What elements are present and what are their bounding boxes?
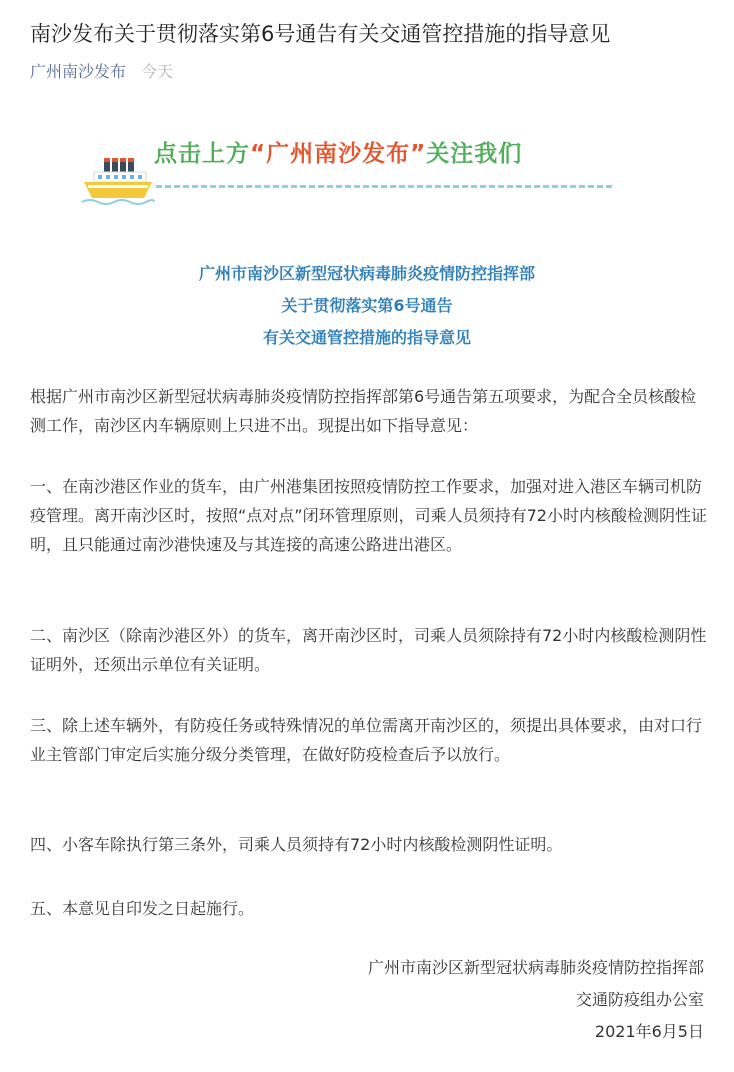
paragraph-item-2: 二、南沙区（除南沙港区外）的货车，离开南沙区时，司乘人员须除持有72小时内核酸检测阴性证明外，还须出示单位有关证明。 bbox=[30, 626, 707, 674]
follow-banner[interactable] bbox=[80, 130, 620, 210]
signature-org: 广州市南沙区新型冠状病毒肺炎疫情防控指挥部 bbox=[367, 958, 704, 977]
paragraph-item-4: 四、小客车除执行第三条外，司乘人员须持有72小时内核酸检测阴性证明。 bbox=[30, 835, 563, 854]
account-link[interactable]: 广州南沙发布 bbox=[30, 62, 127, 81]
publish-date: 今天 bbox=[141, 62, 174, 81]
heading-line-3: 有关交通管控措施的指导意见 bbox=[262, 328, 471, 347]
signature-date: 2021年6月5日 bbox=[594, 1022, 704, 1041]
heading-line-2: 关于贯彻落实第6号通告 bbox=[281, 296, 453, 315]
follow-text bbox=[154, 138, 522, 170]
follow-suffix: 关注我们 bbox=[426, 141, 523, 167]
paragraph-intro: 根据广州市南沙区新型冠状病毒肺炎疫情防控指挥部第6号通告第五项要求，为配合全员核酸检测工作，南沙区内车辆原则上只进不出。现提出如下指导意见： bbox=[30, 387, 697, 435]
article-title: 南沙发布关于贯彻落实第6号通告有关交通管控措施的指导意见 bbox=[30, 22, 611, 46]
follow-account-name: “广州南沙发布” bbox=[250, 141, 427, 167]
paragraph-item-5: 五、本意见自印发之日起施行。 bbox=[30, 899, 255, 918]
follow-prefix: 点击上方 bbox=[154, 141, 250, 167]
dashed-divider bbox=[156, 185, 612, 188]
heading-line-1: 广州市南沙区新型冠状病毒肺炎疫情防控指挥部 bbox=[198, 264, 535, 283]
article-meta bbox=[30, 60, 173, 84]
paragraph-item-3: 三、除上述车辆外，有防疫任务或特殊情况的单位需离开南沙区的，须提出具体要求，由对口行业主管部门审定后实施分级分类管理，在做好防疫检查后予以放行。 bbox=[30, 716, 703, 764]
document-heading bbox=[0, 258, 734, 354]
signature-office: 交通防疫组办公室 bbox=[575, 990, 704, 1009]
cruise-ship-icon bbox=[80, 158, 156, 208]
signature-block bbox=[368, 952, 704, 1048]
paragraph-item-1: 一、在南沙港区作业的货车，由广州港集团按照疫情防控工作要求，加强对进入港区车辆司机防疫管理。离开南沙区时，按照“点对点”闭环管理原则，司乘人员须持有72小时内核酸检测阴性证明，且只能通过南沙港快速及与其连接的高速公路进出港区。 bbox=[30, 477, 707, 554]
